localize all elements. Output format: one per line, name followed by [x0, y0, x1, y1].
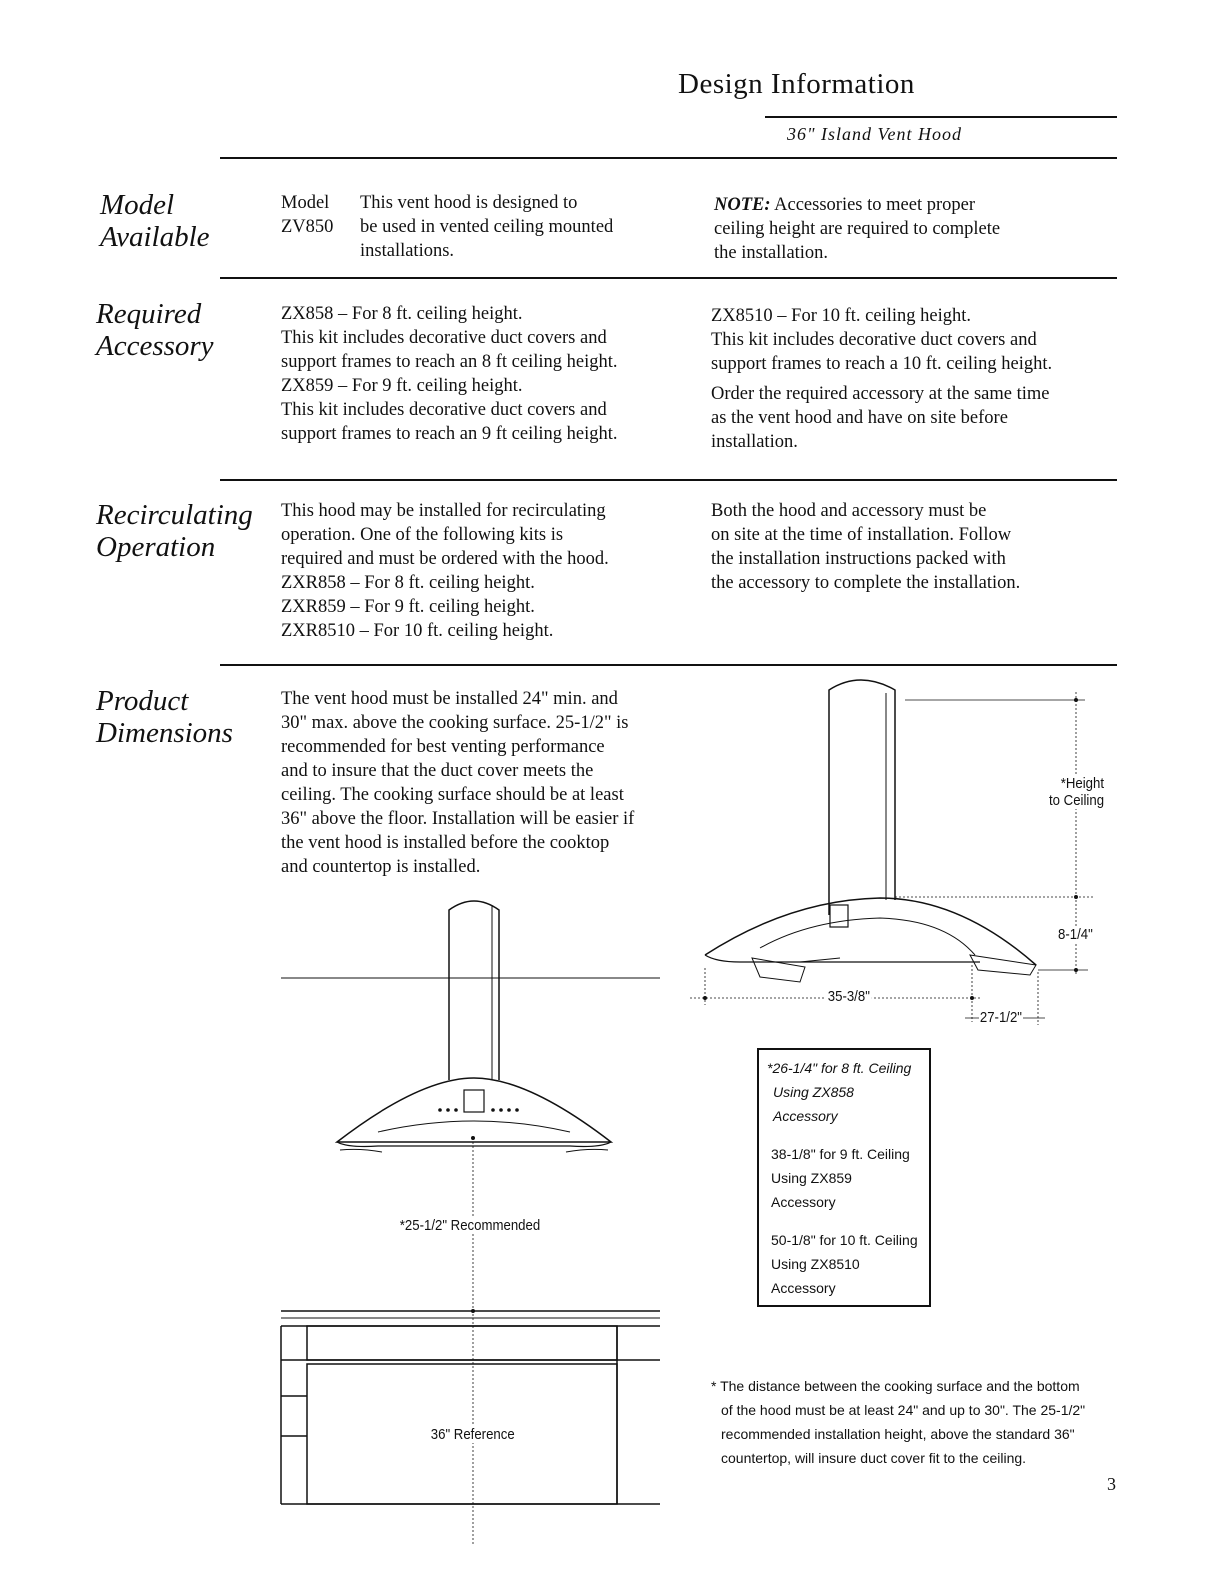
duct-cover-side	[829, 680, 895, 915]
section-heading-model: Model Available	[100, 189, 210, 253]
control-buttons	[438, 1108, 519, 1112]
recirculating-left-text: This hood may be installed for recirculating operation. One of the following kits is required and must be ordered with the hood. ZXR858 – For 8 ft. ceiling height. ZXR859 – For 9 ft. ceiling height. ZXR8510 – For 10 ft. ceiling height.	[281, 501, 609, 641]
recommended-height-label: *25-1/2" Recommended	[399, 1217, 541, 1234]
page-number: 3	[1107, 1474, 1116, 1494]
dim-35-3-8-label: 35-3/8"	[827, 988, 870, 1005]
section-divider	[220, 664, 1117, 666]
page-title: Design Information	[678, 68, 915, 100]
control-panel	[464, 1090, 484, 1112]
accessory-right-text: ZX8510 – For 10 ft. ceiling height. This kit includes decorative duct covers and support frames to reach a 10 ft. ceiling height. Order the required accessory at the same time as the vent hood and have on site before installation.	[711, 306, 1053, 452]
page-subtitle: 36" Island Vent Hood	[787, 124, 963, 144]
height-to-ceiling-label: *Height to Ceiling	[1049, 775, 1105, 809]
section-divider	[220, 277, 1117, 279]
model-number-block	[281, 191, 333, 239]
model-number: ZV850	[281, 217, 334, 237]
accessory-left-text: ZX858 – For 8 ft. ceiling height. This kit includes decorative duct covers and support frames to reach an 8 ft ceiling height. ZX859 – For 9 ft. ceiling height. This kit includes decorative duct covers and support frames to reach an 9 ft ceiling height.	[281, 304, 618, 444]
side-view-diagram	[680, 670, 1120, 1040]
section-heading-recirculating: Recirculating Operation	[96, 499, 253, 563]
section-heading-accessory: Required Accessory	[96, 298, 214, 362]
ceiling-option-8ft: *26-1/4" for 8 ft. Ceiling Using ZX858 Accessory	[767, 1060, 912, 1124]
ceiling-option-10ft: 50-1/8" for 10 ft. Ceiling Using ZX8510 Accessory	[771, 1232, 918, 1296]
dimensions-text: The vent hood must be installed 24" min. and 30" max. above the cooking surface. 25-1/2" is recommended for best venting performance and to insure that the duct cover meets the ceiling. The cooking surface should be at least 36" above the floor. Installation will be easier if the vent hood is installed before the cooktop and countertop is installed.	[281, 689, 635, 877]
section-divider	[220, 479, 1117, 481]
model-note: NOTE: Accessories to meet proper ceiling height are required to complete the installation.	[714, 195, 1001, 263]
section-heading-dimensions: Product Dimensions	[96, 685, 233, 749]
ceiling-height-box	[757, 1048, 931, 1307]
model-label: Model	[281, 193, 330, 213]
ceiling-option-9ft: 38-1/8" for 9 ft. Ceiling Using ZX859 Accessory	[771, 1146, 910, 1210]
reference-height-label: 36" Reference	[430, 1426, 515, 1443]
dim-27-1-2-label: 27-1/2"	[979, 1009, 1022, 1026]
model-description: This vent hood is designed to be used in vented ceiling mounted installations.	[360, 193, 614, 261]
header-rule	[220, 157, 1117, 159]
cabinet-top	[307, 1326, 617, 1360]
hood-canopy-side	[705, 898, 1036, 965]
dimensions-footnote: * The distance between the cooking surface and the bottom of the hood must be at least 24" and up to 30". The 25-1/2" recommended installation height, above the standard 36" countertop, will insure duct cover fit to the ceiling.	[711, 1378, 1086, 1466]
recirculating-right-text: Both the hood and accessory must be on site at the time of installation. Follow the installation instructions packed with the accessory to complete the installation.	[711, 501, 1021, 593]
dim-8-1-4-label: 8-1/4"	[1058, 926, 1093, 943]
title-rule	[765, 116, 1117, 118]
note-label: NOTE:	[714, 195, 771, 215]
